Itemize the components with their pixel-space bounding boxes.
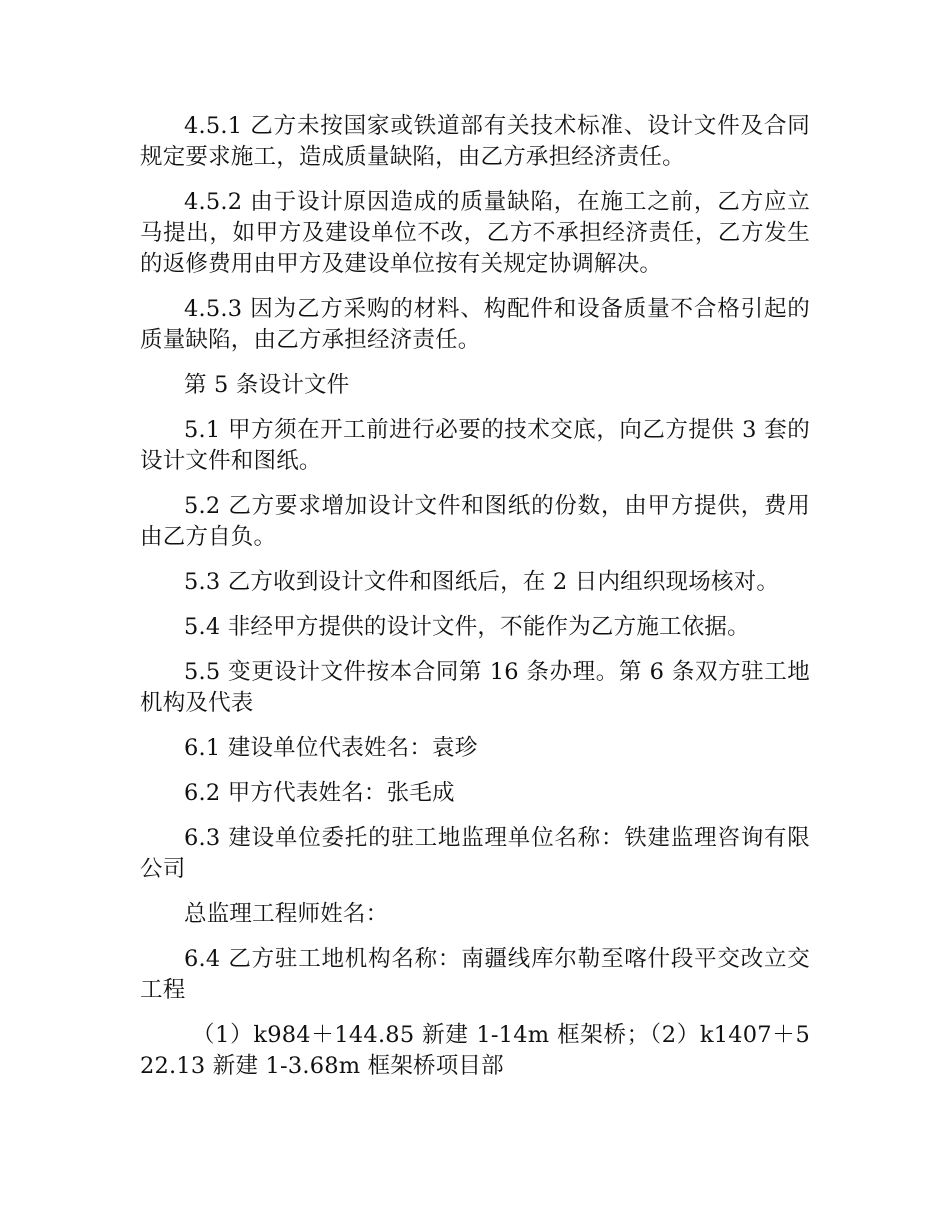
paragraph-project-list: （1）k984＋144.85 新建 1-14m 框架桥；（2）k1407＋522.13 新建 1-3.68m 框架桥项目部 bbox=[140, 1022, 810, 1079]
paragraph-6-1: 6.1 建设单位代表姓名：袁珍 bbox=[184, 735, 478, 761]
paragraph-6-2: 6.2 甲方代表姓名：张毛成 bbox=[184, 780, 455, 806]
paragraph-5-2: 5.2 乙方要求增加设计文件和图纸的份数，由甲方提供，费用由乙方自负。 bbox=[140, 493, 810, 550]
section-heading-article-5: 第 5 条设计文件 bbox=[184, 372, 350, 398]
paragraph-6-4: 6.4 乙方驻工地机构名称：南疆线库尔勒至喀什段平交改立交工程 bbox=[140, 946, 810, 1003]
paragraph-5-3: 5.3 乙方收到设计文件和图纸后，在 2 日内组织现场核对。 bbox=[184, 569, 780, 595]
paragraph-5-4: 5.4 非经甲方提供的设计文件，不能作为乙方施工依据。 bbox=[184, 614, 750, 640]
paragraph-6-3: 6.3 建设单位委托的驻工地监理单位名称：铁建监理咨询有限公司 bbox=[140, 825, 810, 882]
paragraph-5-1: 5.1 甲方须在开工前进行必要的技术交底，向乙方提供 3 套的设计文件和图纸。 bbox=[140, 417, 810, 474]
paragraph-chief-supervisor: 总监理工程师姓名： bbox=[184, 901, 389, 927]
paragraph-4-5-2: 4.5.2 由于设计原因造成的质量缺陷，在施工之前，乙方应立马提出，如甲方及建设单位不改，乙方不承担经济责任，乙方发生的返修费用由甲方及建设单位按有关规定协调解决。 bbox=[140, 189, 810, 277]
document-body bbox=[140, 111, 810, 1096]
paragraph-5-5: 5.5 变更设计文件按本合同第 16 条办理。第 6 条双方驻工地机构及代表 bbox=[140, 659, 810, 716]
paragraph-4-5-3: 4.5.3 因为乙方采购的材料、构配件和设备质量不合格引起的质量缺陷，由乙方承担经济责任。 bbox=[140, 296, 810, 353]
paragraph-4-5-1: 4.5.1 乙方未按国家或铁道部有关技术标准、设计文件及合同规定要求施工，造成质量缺陷，由乙方承担经济责任。 bbox=[140, 113, 810, 170]
